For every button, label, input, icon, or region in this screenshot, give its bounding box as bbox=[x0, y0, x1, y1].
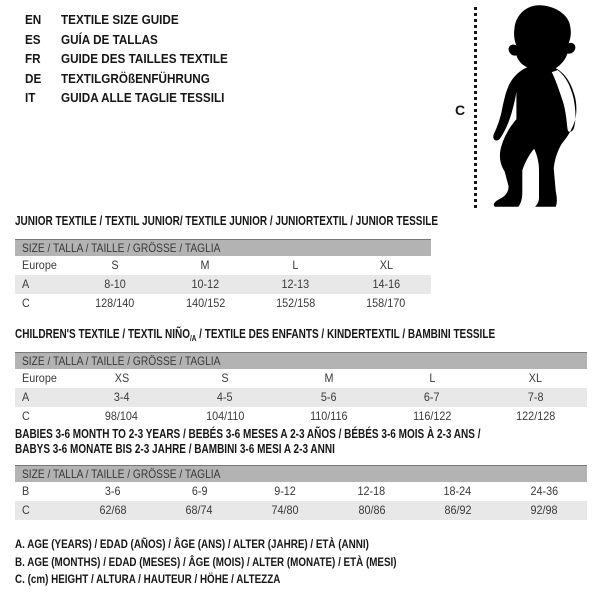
table-cell bbox=[70, 369, 173, 388]
row-label-text: C bbox=[22, 503, 30, 517]
table-cell bbox=[251, 256, 341, 275]
table-cell bbox=[160, 275, 250, 294]
table-cell bbox=[160, 294, 250, 313]
size-note bbox=[15, 554, 480, 572]
table-cell-text: 3-6 bbox=[105, 484, 121, 498]
table-cell-text: 7-8 bbox=[527, 390, 544, 404]
table-cell-text: 10-12 bbox=[191, 277, 220, 291]
section-title-line bbox=[15, 427, 587, 442]
table-cell-text: 4-5 bbox=[217, 390, 233, 404]
table-cell-text: XS bbox=[114, 371, 129, 385]
table-cell-text: 12-18 bbox=[357, 484, 386, 498]
size-table bbox=[15, 352, 587, 426]
section-title-line bbox=[15, 214, 439, 229]
language-code: EN bbox=[25, 12, 42, 27]
language-code: ES bbox=[25, 31, 41, 47]
table-cell bbox=[70, 256, 160, 275]
table-cell-text: 158/170 bbox=[366, 296, 406, 310]
row-label bbox=[15, 388, 70, 407]
figure-height-label: C bbox=[455, 102, 466, 118]
table-cell-text: 5-6 bbox=[320, 390, 337, 404]
table-size-header-row bbox=[15, 352, 587, 369]
table-cell-text: 9-12 bbox=[274, 484, 297, 498]
section-title-part: BABYS 3-6 MONATE BIS 2-3 JAHRE / BAMBINI 3-6 MESI A 2-3 ANNI bbox=[15, 442, 335, 456]
table-row-b bbox=[15, 482, 587, 501]
table-cell bbox=[242, 482, 328, 501]
row-label-text: A bbox=[22, 390, 30, 404]
table-cell-text: S bbox=[111, 258, 119, 272]
table-row-c bbox=[15, 294, 431, 313]
table-cell-text: 122/128 bbox=[515, 409, 555, 423]
table-cell bbox=[415, 482, 501, 501]
table-cell bbox=[380, 388, 483, 407]
table-cell-text: 3-4 bbox=[113, 390, 130, 404]
baby-silhouette-icon bbox=[483, 3, 596, 210]
table-cell-text: 128/140 bbox=[95, 296, 135, 310]
table-cell bbox=[242, 501, 328, 520]
row-label-text: C bbox=[22, 409, 30, 423]
table-cell-text: 14-16 bbox=[372, 277, 400, 291]
table-row-c bbox=[15, 501, 587, 520]
table-cell-text: L bbox=[292, 258, 299, 272]
row-label bbox=[15, 482, 70, 501]
table-cell-text: L bbox=[428, 371, 435, 385]
size-note-text: A. AGE (YEARS) / EDAD (AÑOS) / ÂGE (ANS) / ALTER (JAHRE) / ETÀ (ANNI) bbox=[15, 537, 369, 551]
section-title-part: BABIES 3-6 MONTH TO 2-3 YEARS / BEBÉS 3-6 MESES A 2-3 AÑOS / BÉBÉS 3-6 MOIS À 2-3 ANS / bbox=[15, 427, 481, 441]
row-label-text: Europe bbox=[22, 371, 57, 385]
section-title-text bbox=[15, 427, 480, 442]
language-row bbox=[25, 30, 246, 50]
table-row-a bbox=[15, 275, 431, 294]
table-cell-text: M bbox=[200, 258, 210, 272]
table-size-header-row bbox=[15, 465, 587, 482]
size-table bbox=[15, 465, 587, 520]
row-label bbox=[15, 256, 70, 275]
table-cell-text: 140/152 bbox=[185, 296, 225, 310]
language-list bbox=[25, 10, 246, 108]
table-cell-text: XL bbox=[379, 258, 393, 272]
table-cell-text: 86/92 bbox=[444, 503, 472, 517]
table-cell bbox=[160, 256, 250, 275]
section-title-text bbox=[15, 214, 438, 229]
table-cell-text: 98/104 bbox=[105, 409, 139, 423]
section-junior-textile bbox=[15, 214, 439, 313]
table-cell-text: 18-24 bbox=[443, 484, 472, 498]
table-cell bbox=[70, 407, 173, 426]
section-title-part: JUNIOR TEXTILE / TEXTIL JUNIOR/ TEXTILE JUNIOR / JUNIORTEXTIL / JUNIOR TESSILE bbox=[15, 214, 439, 228]
table-cell bbox=[277, 369, 380, 388]
size-table bbox=[15, 239, 431, 313]
section-title-text bbox=[15, 442, 335, 457]
row-label bbox=[15, 294, 70, 313]
table-cell bbox=[156, 501, 242, 520]
section-title bbox=[15, 214, 439, 229]
section-children-textile bbox=[15, 327, 587, 426]
section-title bbox=[15, 427, 587, 457]
language-code: DE bbox=[25, 70, 42, 86]
row-label bbox=[15, 501, 70, 520]
table-cell bbox=[70, 501, 156, 520]
language-title: TEXTILGRÖßENFÜHRUNG bbox=[61, 70, 210, 86]
table-cell bbox=[173, 369, 276, 388]
table-cell-text: 116/122 bbox=[412, 409, 452, 423]
table-row-a bbox=[15, 388, 587, 407]
table-cell bbox=[70, 275, 160, 294]
table-cell bbox=[484, 388, 587, 407]
table-cell-text: S bbox=[221, 371, 229, 385]
table-cell-text: 80/86 bbox=[358, 503, 386, 517]
table-cell-text: 8-10 bbox=[104, 277, 126, 291]
table-cell bbox=[277, 407, 380, 426]
section-title-subscript: /A bbox=[189, 334, 197, 343]
table-cell bbox=[156, 482, 242, 501]
table-cell-text: 104/110 bbox=[205, 409, 245, 423]
table-cell bbox=[173, 388, 276, 407]
size-notes bbox=[15, 536, 480, 589]
size-note-text: C. (cm) HEIGHT / ALTURA / HAUTEUR / HÖHE / ALTEZZA bbox=[15, 572, 281, 586]
language-title: GUIDA ALLE TAGLIE TESSILI bbox=[61, 90, 225, 105]
table-cell bbox=[277, 388, 380, 407]
language-title: TEXTILE SIZE GUIDE bbox=[61, 12, 179, 27]
table-cell-text: 92/98 bbox=[530, 503, 558, 517]
section-title-part: CHILDREN'S TEXTILE / TEXTIL NIÑO bbox=[15, 327, 190, 341]
section-title bbox=[15, 327, 587, 342]
size-note bbox=[15, 571, 480, 589]
table-size-header-text: SIZE / TALLA / TAILLE / GRÖSSE / TAGLIA bbox=[22, 467, 221, 481]
table-cell bbox=[484, 369, 587, 388]
table-cell-text: 6-7 bbox=[424, 390, 440, 404]
row-label-text: A bbox=[22, 277, 30, 291]
section-title-text bbox=[15, 327, 495, 343]
language-row bbox=[25, 10, 246, 30]
language-row bbox=[25, 49, 246, 69]
language-row bbox=[25, 69, 246, 89]
table-cell-text: 74/80 bbox=[271, 503, 299, 517]
size-note-text: B. AGE (MONTHS) / EDAD (MESES) / ÂGE (MOIS) / ALTER (MONATE) / ETÀ (MESI) bbox=[15, 554, 397, 569]
table-cell-text: M bbox=[324, 371, 334, 385]
table-cell bbox=[380, 369, 483, 388]
table-cell-text: 152/158 bbox=[276, 296, 316, 310]
language-title: GUÍA DE TALLAS bbox=[61, 31, 158, 47]
table-row-c bbox=[15, 407, 587, 426]
table-cell bbox=[341, 275, 431, 294]
section-title-part: / TEXTILE DES ENFANTS / KINDERTEXTIL / BAMBINI TESSILE bbox=[196, 327, 496, 341]
table-cell bbox=[251, 294, 341, 313]
table-cell-text: 6-9 bbox=[191, 484, 208, 498]
table-cell bbox=[251, 275, 341, 294]
table-cell bbox=[341, 256, 431, 275]
table-cell-text: 68/74 bbox=[185, 503, 213, 517]
table-cell bbox=[484, 407, 587, 426]
row-label bbox=[15, 369, 70, 388]
table-size-header-row bbox=[15, 239, 431, 256]
section-title-line bbox=[15, 327, 587, 342]
height-measure-dashed-line bbox=[474, 7, 477, 208]
language-title: GUIDE DES TAILLES TEXTILE bbox=[61, 51, 228, 66]
row-label bbox=[15, 407, 70, 426]
language-code: FR bbox=[25, 51, 41, 66]
table-cell-text: 24-36 bbox=[530, 484, 558, 498]
table-cell bbox=[341, 294, 431, 313]
row-label-text: C bbox=[22, 296, 30, 310]
table-size-header-text: SIZE / TALLA / TAILLE / GRÖSSE / TAGLIA bbox=[22, 354, 221, 368]
table-cell bbox=[380, 407, 483, 426]
table-cell bbox=[501, 482, 587, 501]
row-label-text: B bbox=[22, 484, 30, 498]
size-note bbox=[15, 536, 480, 554]
table-cell bbox=[329, 482, 415, 501]
table-cell bbox=[70, 294, 160, 313]
table-size-header-text: SIZE / TALLA / TAILLE / GRÖSSE / TAGLIA bbox=[22, 241, 221, 255]
table-row-europe bbox=[15, 369, 587, 388]
language-code: IT bbox=[25, 90, 36, 105]
section-babies-textile bbox=[15, 427, 587, 520]
table-row-europe bbox=[15, 256, 431, 275]
table-cell bbox=[70, 482, 156, 501]
language-row bbox=[25, 88, 246, 108]
table-cell bbox=[415, 501, 501, 520]
table-cell-text: XL bbox=[528, 371, 542, 385]
row-label-text: Europe bbox=[22, 258, 57, 272]
table-cell-text: 62/68 bbox=[99, 503, 127, 517]
table-cell bbox=[329, 501, 415, 520]
row-label bbox=[15, 275, 70, 294]
table-cell-text: 110/116 bbox=[309, 409, 348, 423]
table-cell-text: 12-13 bbox=[281, 277, 310, 291]
table-cell bbox=[501, 501, 587, 520]
section-title-line bbox=[15, 442, 587, 457]
table-cell bbox=[173, 407, 276, 426]
table-cell bbox=[70, 388, 173, 407]
